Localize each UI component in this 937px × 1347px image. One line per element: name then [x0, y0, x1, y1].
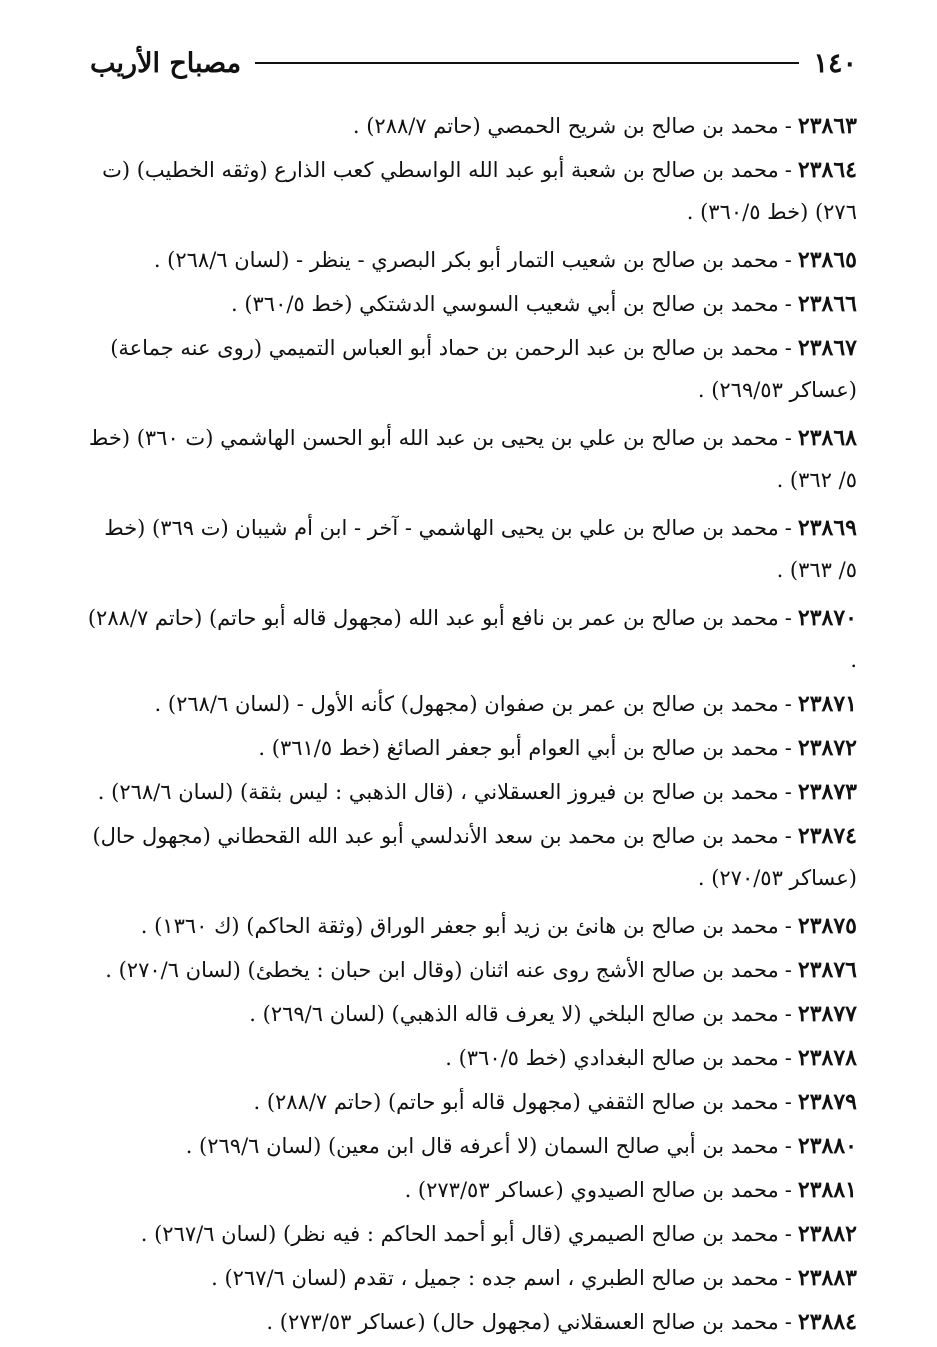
entry-number: ٢٣٨٦٥	[797, 247, 857, 273]
entry-text: محمد بن صالح بن أبي العوام أبو جعفر الصائغ (خط ٣٦١/٥) .	[258, 736, 779, 760]
entry-number: ٢٣٨٧٨	[797, 1045, 857, 1071]
entry-number: ٢٣٨٧٢	[797, 735, 857, 761]
entry-number: ٢٣٨٦٣	[797, 113, 857, 139]
entry-text: محمد بن صالح بن أبي شعيب السوسي الدشتكي (خط ٣٦٠/٥) .	[230, 292, 779, 316]
entry-text: محمد بن صالح البغدادي (خط ٣٦٠/٥) .	[445, 1046, 779, 1070]
entry-text: محمد بن صالح بن فيروز العسقلاني ، (قال الذهبي : ليس بثقة) (لسان ٢٦٨/٦) .	[97, 780, 779, 804]
entry-dash: -	[784, 736, 792, 760]
entry	[87, 283, 857, 325]
entry-number: ٢٣٨٦٤	[797, 157, 857, 183]
entry-dash: -	[784, 1002, 792, 1026]
entry	[87, 597, 857, 681]
entry-text: محمد بن صالح العسقلاني (مجهول حال) (عساكر ٢٧٣/٥٣) .	[266, 1310, 779, 1334]
entry-dash: -	[784, 292, 792, 316]
entry-dash: -	[784, 1134, 792, 1158]
entry	[87, 1081, 857, 1123]
entry	[87, 507, 857, 591]
entry-dash: -	[784, 248, 792, 272]
entry-text: محمد بن صالح بن علي بن يحيى الهاشمي - آخر - ابن أم شيبان (ت ٣٦٩) (خط ٥/ ٣٦٣) .	[104, 516, 857, 582]
entry-number: ٢٣٨٨٠	[797, 1133, 857, 1159]
entry	[87, 1125, 857, 1167]
entry-dash: -	[784, 780, 792, 804]
entry-dash: -	[784, 1310, 792, 1334]
entry	[87, 149, 857, 233]
entry-dash: -	[784, 516, 792, 540]
entry-number: ٢٣٨٦٧	[797, 335, 857, 361]
entry-dash: -	[784, 1178, 792, 1202]
entry-number: ٢٣٨٧٥	[797, 913, 857, 939]
entry	[87, 1301, 857, 1343]
entry-text: محمد بن صالح الصيدوي (عساكر ٢٧٣/٥٣) .	[404, 1178, 779, 1202]
entry-number: ٢٣٨٨٤	[797, 1309, 857, 1335]
entry-text: محمد بن صالح بن عبد الرحمن بن حماد أبو العباس التميمي (روى عنه جماعة) (عساكر ٢٦٩/٥٣) .	[110, 336, 857, 402]
entry-text: محمد بن صالح الثقفي (مجهول قاله أبو حاتم) (حاتم ٢٨٨/٧) .	[253, 1090, 779, 1114]
entry-number: ٢٣٨٧٩	[797, 1089, 857, 1115]
entry-text: محمد بن صالح بن عمر بن صفوان (مجهول) كأنه الأول - (لسان ٢٦٨/٦) .	[154, 692, 779, 716]
entry-number: ٢٣٨٧٦	[797, 957, 857, 983]
entry-text: محمد بن صالح بن شعيب التمار أبو بكر البصري - ينظر - (لسان ٢٦٨/٦) .	[153, 248, 779, 272]
entry-dash: -	[784, 1090, 792, 1114]
entry-dash: -	[784, 1046, 792, 1070]
entry-text: محمد بن صالح الطبري ، اسم جده : جميل ، تقدم (لسان ٢٦٧/٦) .	[211, 1266, 779, 1290]
entry-number: ٢٣٨٦٨	[797, 425, 857, 451]
entry	[87, 683, 857, 725]
page-header	[90, 38, 857, 88]
entry	[87, 949, 857, 991]
entry-text: محمد بن صالح بن عمر بن نافع أبو عبد الله (مجهول قاله أبو حاتم) (حاتم ٢٨٨/٧) .	[87, 606, 857, 672]
entry	[87, 105, 857, 147]
entry-dash: -	[784, 158, 792, 182]
entry-text: محمد بن أبي صالح السمان (لا أعرفه قال ابن معين) (لسان ٢٦٩/٦) .	[185, 1134, 779, 1158]
entry	[87, 905, 857, 947]
entry	[87, 727, 857, 769]
page-number: ١٤٠	[813, 47, 857, 79]
entry-dash: -	[784, 692, 792, 716]
entry	[87, 771, 857, 813]
entry	[87, 1037, 857, 1079]
entry-text: محمد بن صالح بن شعبة أبو عبد الله الواسطي كعب الذارع (وثقه الخطيب) (ت ٢٧٦) (خط ٣٦٠/٥) .	[102, 158, 857, 224]
entry-dash: -	[784, 114, 792, 138]
entry-number: ٢٣٨٨٣	[797, 1265, 857, 1291]
entry-text: محمد بن صالح بن علي بن يحيى بن عبد الله أبو الحسن الهاشمي (ت ٣٦٠) (خط ٥/ ٣٦٢) .	[88, 426, 857, 492]
entry-number: ٢٣٨٨١	[797, 1177, 857, 1203]
entry-dash: -	[784, 958, 792, 982]
entry-dash: -	[784, 426, 792, 450]
entry-number: ٢٣٨٧٧	[797, 1001, 857, 1027]
entry	[87, 993, 857, 1035]
entry-list	[87, 105, 857, 1345]
entry-dash: -	[784, 606, 792, 630]
entry-number: ٢٣٨٧٣	[797, 779, 857, 805]
entry	[87, 327, 857, 411]
entry-number: ٢٣٨٦٦	[797, 291, 857, 317]
entry-text: محمد بن صالح بن شريح الحمصي (حاتم ٢٨٨/٧) .	[352, 114, 779, 138]
entry-text: محمد بن صالح بن محمد بن سعد الأندلسي أبو عبد الله القحطاني (مجهول حال) (عساكر ٢٧٠/٥٣) .	[92, 824, 857, 890]
entry	[87, 1257, 857, 1299]
entry-number: ٢٣٨٧٤	[797, 823, 857, 849]
entry	[87, 417, 857, 501]
book-title: مصباح الأريب	[90, 47, 242, 79]
entry-text: محمد بن صالح الأشج روى عنه اثنان (وقال ابن حبان : يخطئ) (لسان ٢٧٠/٦) .	[105, 958, 779, 982]
entry-dash: -	[784, 1266, 792, 1290]
entry-text: محمد بن صالح الصيمري (قال أبو أحمد الحاكم : فيه نظر) (لسان ٢٦٧/٦) .	[140, 1222, 779, 1246]
entry	[87, 1169, 857, 1211]
entry	[87, 239, 857, 281]
header-rule	[255, 62, 799, 64]
entry-dash: -	[784, 1222, 792, 1246]
entry-number: ٢٣٨٦٩	[797, 515, 857, 541]
entry	[87, 1213, 857, 1255]
entry-number: ٢٣٨٧١	[797, 691, 857, 717]
entry-dash: -	[784, 824, 792, 848]
entry-number: ٢٣٨٨٢	[797, 1221, 857, 1247]
entry-dash: -	[784, 336, 792, 360]
entry	[87, 815, 857, 899]
entry-dash: -	[784, 914, 792, 938]
entry-text: محمد بن صالح بن هانئ بن زيد أبو جعفر الوراق (وثقة الحاكم) (ك ١٣٦٠) .	[140, 914, 779, 938]
entry-text: محمد بن صالح البلخي (لا يعرف قاله الذهبي) (لسان ٢٦٩/٦) .	[249, 1002, 779, 1026]
entry-number: ٢٣٨٧٠	[797, 605, 857, 631]
